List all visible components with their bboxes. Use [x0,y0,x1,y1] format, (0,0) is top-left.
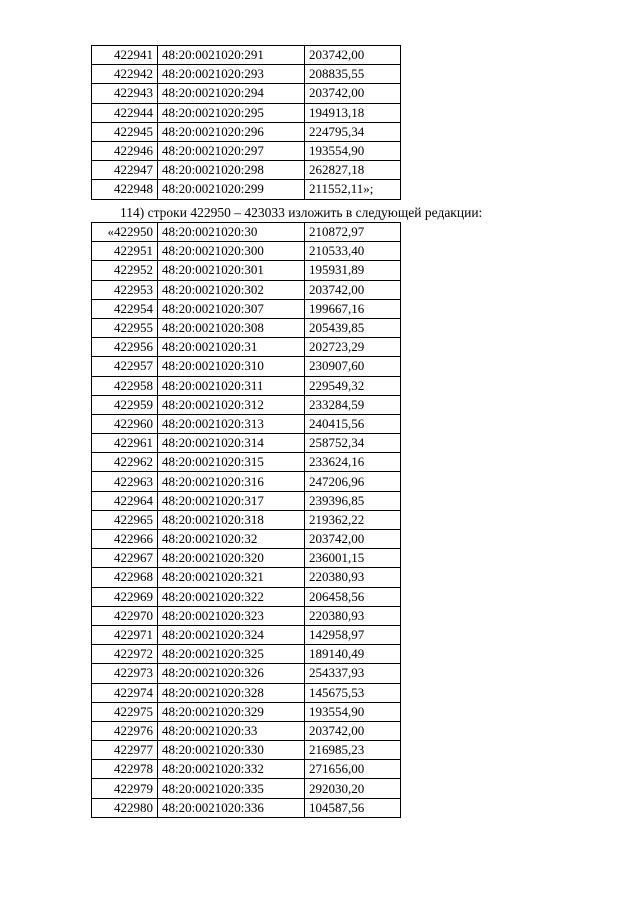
value-cell: 203742,00 [305,280,401,299]
data-table-top [91,45,401,200]
cadastral-number-cell: 48:20:0021020:320 [158,549,305,568]
table-row [92,338,401,357]
cadastral-number-cell: 48:20:0021020:33 [158,721,305,740]
row-number-cell: 422977 [92,741,158,760]
cadastral-number-cell: 48:20:0021020:31 [158,338,305,357]
cadastral-number-cell: 48:20:0021020:317 [158,491,305,510]
row-number-cell: 422955 [92,318,158,337]
table-row [92,46,401,65]
table-row [92,568,401,587]
value-cell: 203742,00 [305,84,401,103]
row-number-cell: 422967 [92,549,158,568]
row-number-cell: 422954 [92,299,158,318]
table-row [92,549,401,568]
cadastral-number-cell: 48:20:0021020:326 [158,664,305,683]
value-cell: 195931,89 [305,261,401,280]
cadastral-number-cell: 48:20:0021020:335 [158,779,305,798]
row-number-cell: 422941 [92,46,158,65]
table-row [92,141,401,160]
value-cell: 271656,00 [305,760,401,779]
value-cell: 199667,16 [305,299,401,318]
value-cell: 210872,97 [305,223,401,242]
row-number-cell: 422973 [92,664,158,683]
value-cell: 145675,53 [305,683,401,702]
amendment-instruction: 114) строки 422950 – 423033 изложить в следующей редакции: [120,205,483,220]
row-number-cell: 422972 [92,645,158,664]
value-cell: 224795,34 [305,122,401,141]
cadastral-number-cell: 48:20:0021020:299 [158,180,305,199]
row-number-cell: 422943 [92,84,158,103]
cadastral-number-cell: 48:20:0021020:296 [158,122,305,141]
table-row [92,395,401,414]
cadastral-number-cell: 48:20:0021020:32 [158,530,305,549]
cadastral-number-cell: 48:20:0021020:298 [158,161,305,180]
cadastral-number-cell: 48:20:0021020:293 [158,65,305,84]
cadastral-number-cell: 48:20:0021020:328 [158,683,305,702]
row-number-cell: 422978 [92,760,158,779]
value-cell: 236001,15 [305,549,401,568]
cadastral-number-cell: 48:20:0021020:297 [158,141,305,160]
table-row [92,530,401,549]
row-number-cell: 422970 [92,606,158,625]
table-row [92,223,401,242]
row-number-cell: 422971 [92,625,158,644]
cadastral-number-cell: 48:20:0021020:332 [158,760,305,779]
value-cell: 193554,90 [305,141,401,160]
value-cell: 203742,00 [305,46,401,65]
cadastral-number-cell: 48:20:0021020:316 [158,472,305,491]
value-cell: 202723,29 [305,338,401,357]
cadastral-number-cell: 48:20:0021020:294 [158,84,305,103]
row-number-cell: 422945 [92,122,158,141]
cadastral-number-cell: 48:20:0021020:330 [158,741,305,760]
table-body-top [92,46,401,200]
value-cell: 233284,59 [305,395,401,414]
table-row [92,161,401,180]
table-row [92,798,401,817]
cadastral-number-cell: 48:20:0021020:30 [158,223,305,242]
row-number-cell: 422963 [92,472,158,491]
value-cell: 194913,18 [305,103,401,122]
table-row [92,122,401,141]
row-number-cell: 422980 [92,798,158,817]
value-cell: 203742,00 [305,721,401,740]
cadastral-number-cell: 48:20:0021020:323 [158,606,305,625]
row-number-cell: 422959 [92,395,158,414]
table-row [92,779,401,798]
row-number-cell: 422953 [92,280,158,299]
value-cell: 142958,97 [305,625,401,644]
value-cell: 220380,93 [305,606,401,625]
table-row [92,357,401,376]
table-row [92,741,401,760]
table-row [92,721,401,740]
row-number-cell: 422979 [92,779,158,798]
table-row [92,510,401,529]
value-cell: 219362,22 [305,510,401,529]
cadastral-number-cell: 48:20:0021020:308 [158,318,305,337]
value-cell: 262827,18 [305,161,401,180]
cadastral-number-cell: 48:20:0021020:301 [158,261,305,280]
row-number-cell: 422952 [92,261,158,280]
row-number-cell: 422947 [92,161,158,180]
row-number-cell: 422961 [92,434,158,453]
row-number-cell: 422942 [92,65,158,84]
table-row [92,280,401,299]
data-table-bottom [91,222,401,818]
cadastral-number-cell: 48:20:0021020:307 [158,299,305,318]
value-cell: 193554,90 [305,702,401,721]
row-number-cell: 422966 [92,530,158,549]
row-number-cell: 422944 [92,103,158,122]
row-number-cell: 422946 [92,141,158,160]
table-row [92,702,401,721]
cadastral-number-cell: 48:20:0021020:321 [158,568,305,587]
table-row [92,645,401,664]
value-cell: 233624,16 [305,453,401,472]
table-row [92,760,401,779]
cadastral-number-cell: 48:20:0021020:322 [158,587,305,606]
table-row [92,318,401,337]
value-cell: 254337,93 [305,664,401,683]
value-cell: 292030,20 [305,779,401,798]
value-cell: 258752,34 [305,434,401,453]
table-row [92,242,401,261]
table-row [92,606,401,625]
value-cell: 230907,60 [305,357,401,376]
cadastral-number-cell: 48:20:0021020:313 [158,414,305,433]
table-row [92,453,401,472]
cadastral-number-cell: 48:20:0021020:314 [158,434,305,453]
row-number-cell: 422957 [92,357,158,376]
value-cell: 205439,85 [305,318,401,337]
row-number-cell: 422951 [92,242,158,261]
cadastral-number-cell: 48:20:0021020:310 [158,357,305,376]
row-number-cell: 422958 [92,376,158,395]
cadastral-number-cell: 48:20:0021020:311 [158,376,305,395]
cadastral-number-cell: 48:20:0021020:295 [158,103,305,122]
value-cell: 104587,56 [305,798,401,817]
value-cell: 208835,55 [305,65,401,84]
row-number-cell: 422965 [92,510,158,529]
value-cell: 216985,23 [305,741,401,760]
cadastral-number-cell: 48:20:0021020:324 [158,625,305,644]
table-row [92,180,401,199]
cadastral-number-cell: 48:20:0021020:336 [158,798,305,817]
cadastral-number-cell: 48:20:0021020:300 [158,242,305,261]
cadastral-number-cell: 48:20:0021020:315 [158,453,305,472]
table-row [92,103,401,122]
row-number-cell: 422948 [92,180,158,199]
row-number-cell: «422950 [92,223,158,242]
row-number-cell: 422969 [92,587,158,606]
cadastral-number-cell: 48:20:0021020:291 [158,46,305,65]
row-number-cell: 422968 [92,568,158,587]
cadastral-number-cell: 48:20:0021020:302 [158,280,305,299]
table-body-bottom [92,223,401,818]
table-row [92,491,401,510]
value-cell: 220380,93 [305,568,401,587]
value-cell: 189140,49 [305,645,401,664]
table-row [92,587,401,606]
table-row [92,434,401,453]
value-cell: 240415,56 [305,414,401,433]
value-cell: 203742,00 [305,530,401,549]
value-cell: 239396,85 [305,491,401,510]
cadastral-number-cell: 48:20:0021020:312 [158,395,305,414]
row-number-cell: 422962 [92,453,158,472]
table-row [92,261,401,280]
value-cell: 210533,40 [305,242,401,261]
table-row [92,664,401,683]
row-number-cell: 422956 [92,338,158,357]
table-row [92,625,401,644]
value-cell: 211552,11»; [305,180,401,199]
cadastral-number-cell: 48:20:0021020:329 [158,702,305,721]
value-cell: 247206,96 [305,472,401,491]
value-cell: 229549,32 [305,376,401,395]
cadastral-number-cell: 48:20:0021020:325 [158,645,305,664]
row-number-cell: 422976 [92,721,158,740]
row-number-cell: 422975 [92,702,158,721]
table-row [92,84,401,103]
cadastral-number-cell: 48:20:0021020:318 [158,510,305,529]
row-number-cell: 422960 [92,414,158,433]
table-row [92,299,401,318]
table-row [92,683,401,702]
table-row [92,376,401,395]
value-cell: 206458,56 [305,587,401,606]
table-row [92,414,401,433]
row-number-cell: 422974 [92,683,158,702]
table-row [92,65,401,84]
table-row [92,472,401,491]
row-number-cell: 422964 [92,491,158,510]
